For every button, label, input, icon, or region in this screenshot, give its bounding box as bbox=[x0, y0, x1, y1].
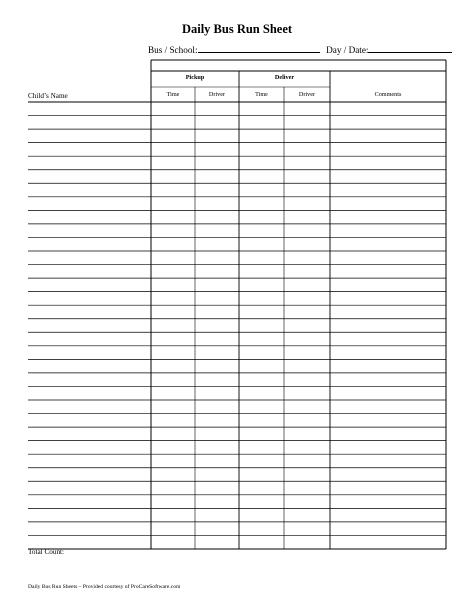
page-title: Daily Bus Run Sheet bbox=[181, 22, 293, 36]
child-name-header: Child’s Name bbox=[28, 92, 68, 100]
comments-header: Comments bbox=[374, 91, 402, 98]
pickup-driver-header: Driver bbox=[208, 91, 226, 98]
bus-school-label: Bus / School: bbox=[148, 45, 198, 55]
pickup-header: Pickup bbox=[185, 74, 205, 81]
footer-credit: Daily Bus Run Sheets – Provided courtesy of ProCareSoftware.com bbox=[28, 584, 181, 590]
deliver-header: Deliver bbox=[274, 74, 295, 81]
pickup-time-header: Time bbox=[166, 91, 180, 98]
deliver-time-header: Time bbox=[255, 91, 268, 98]
deliver-driver-header: Driver bbox=[298, 91, 316, 98]
day-date-label: Day / Date: bbox=[326, 45, 369, 55]
total-count-label: Total Count: bbox=[28, 548, 65, 556]
